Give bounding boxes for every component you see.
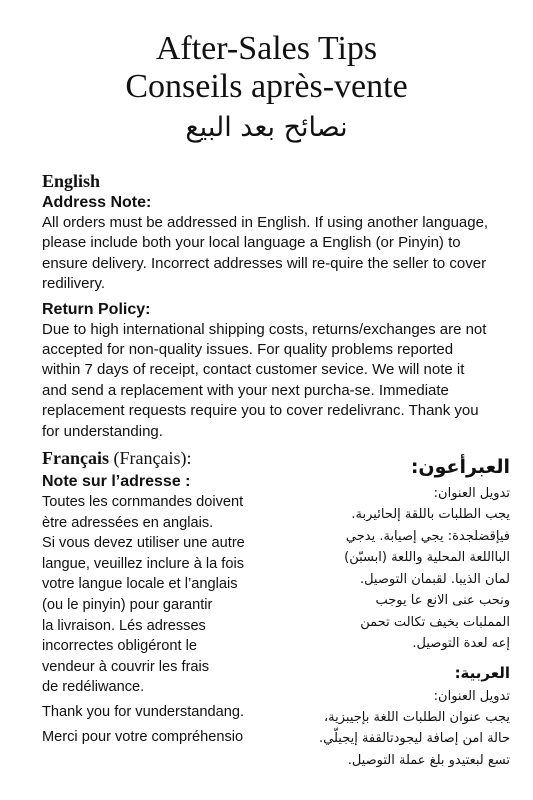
french-line: votre langue locale et l’anglais bbox=[42, 576, 238, 593]
arabic-heading-1: العبرأعون: bbox=[410, 456, 510, 478]
french-line: ètre adressées en anglais. bbox=[42, 514, 214, 531]
arabic-section bbox=[290, 452, 510, 771]
arabic-line: لمان الذيبا. لقبمان التوصيل. bbox=[359, 571, 510, 587]
french-line: de redéliwance. bbox=[42, 679, 145, 696]
arabic-line: يجب الطلبات باللقة إلحائيربة. bbox=[351, 507, 510, 522]
title-block bbox=[0, 30, 533, 148]
french-address-heading: Note sur l’adresse : bbox=[42, 473, 191, 490]
arabic-line: المملبات بخيف تكالت تحمن bbox=[360, 614, 510, 630]
title-arabic: نصائح بعد البيع bbox=[185, 112, 348, 143]
french-line: la livraison. Lés adresses bbox=[42, 617, 206, 634]
french-heading bbox=[42, 447, 282, 469]
french-line: incorrectes obligéront le bbox=[42, 638, 197, 655]
address-note-text: All orders must be addressed in English. If using another language, please include both your local language a English (or Pinyin) to ensure delivery. Incorrect addresses will re-quire the seller to cover redilivery. bbox=[42, 214, 489, 293]
french-heading-bold: Français bbox=[42, 448, 109, 468]
french-section bbox=[42, 447, 282, 747]
french-line: Si vous devez utiliser une autre bbox=[42, 535, 245, 552]
french-line: Toutes les cornmandes doivent bbox=[42, 494, 244, 510]
arabic-line: يجب عنوان الطلبات اللغة بإجيبزية، bbox=[323, 709, 510, 725]
arabic-heading-2: العربية: bbox=[454, 663, 510, 682]
title-english: After-Sales Tips bbox=[155, 30, 378, 67]
french-merci: Merci pour votre compréhensio bbox=[42, 728, 244, 745]
french-line: (ou le pinyin) pour garantir bbox=[42, 596, 213, 613]
arabic-subheading-2: تدويل العنوان: bbox=[433, 688, 510, 704]
french-heading-paren: (Français): bbox=[113, 448, 192, 468]
arabic-line: تسع لبعتيدو بلغ عملة التوصيل. bbox=[347, 752, 510, 768]
arabic-line: البااللعة المحلية واللعة (ابسبّن) bbox=[344, 550, 510, 565]
address-note-heading: Address Note: bbox=[42, 194, 152, 211]
arabic-line: إعه لعدة التوصيل. bbox=[412, 636, 510, 651]
english-section bbox=[42, 170, 492, 442]
arabic-subheading-1: تدويل العنوان: bbox=[433, 486, 510, 501]
title-french: Conseils après-vente bbox=[125, 68, 408, 105]
english-heading: English bbox=[42, 171, 101, 191]
french-thanks: Thank you for vunderstandang. bbox=[42, 703, 245, 720]
return-policy-heading: Return Policy: bbox=[42, 300, 151, 318]
return-policy-text: Due to high international shipping costs, returns/exchanges are not accepted for non-quality issues. For quality problems reported within 7 days of receipt, contact customer sevice. We will note it and send a replacement with your next purcha-se. Immediate replacement requests require you to cover redelivranc. Thank you for understanding. bbox=[42, 320, 487, 440]
arabic-line: حالة امن إصافة ليجودتالقفة إيجيلّي. bbox=[319, 731, 510, 746]
arabic-line: ونحب عنى الانع عا يوجب bbox=[375, 593, 510, 608]
french-line: vendeur à couvrir les frais bbox=[42, 658, 210, 675]
french-line: langue, veuillez inclure à la fois bbox=[42, 555, 244, 572]
arabic-line: فيإقضلجدة: يجي إصيابة. يدجي bbox=[345, 528, 510, 544]
